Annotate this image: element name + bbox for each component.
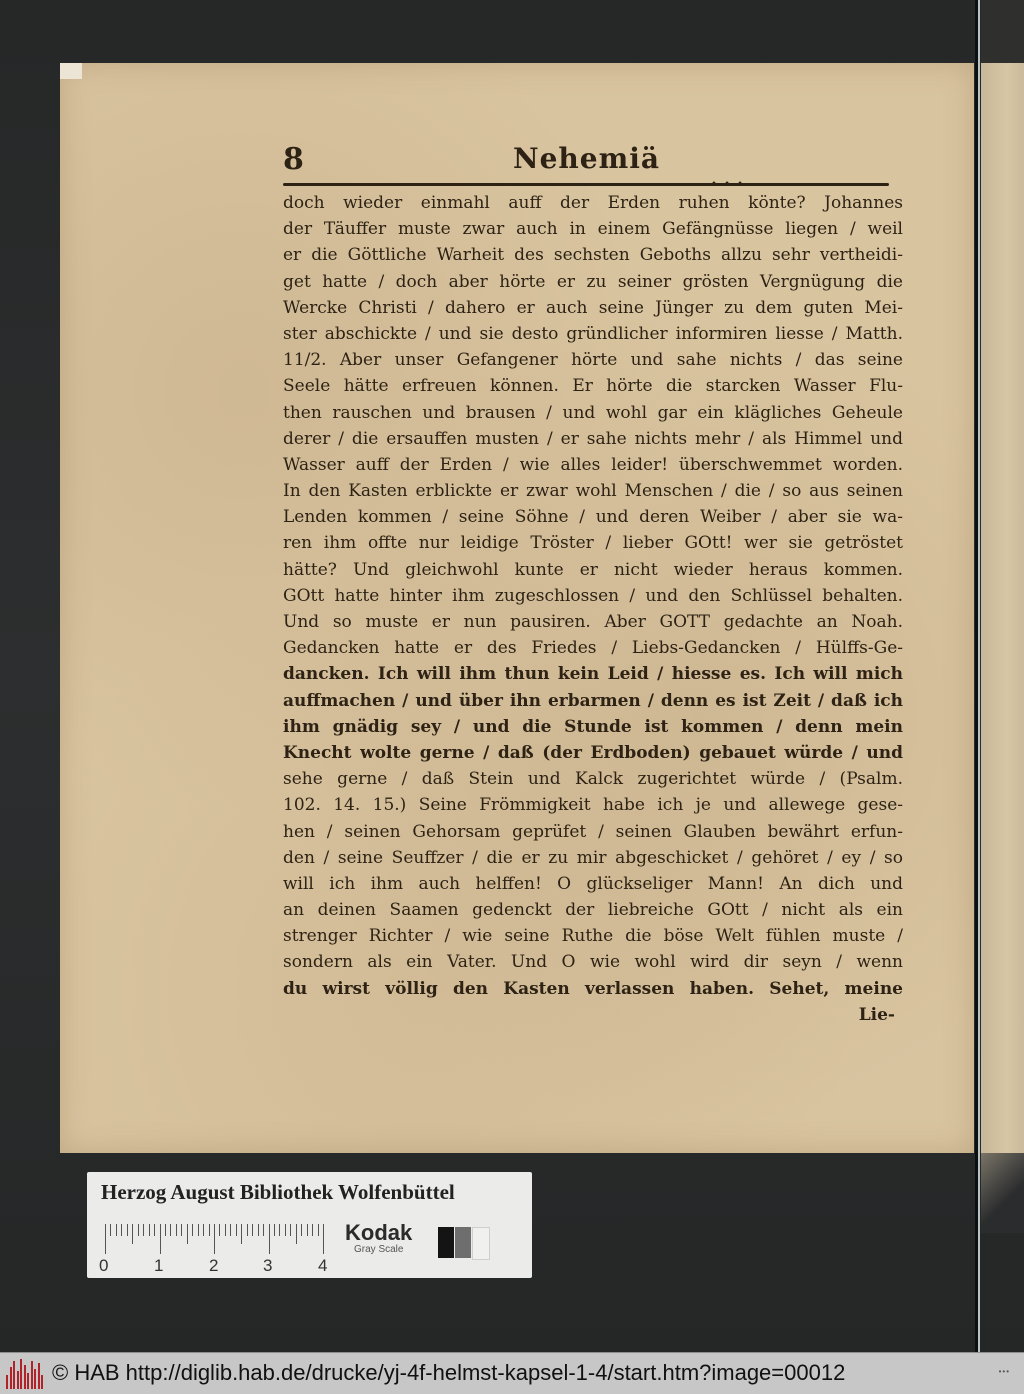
ruler-tick [127,1224,128,1236]
ruler-tick [165,1224,166,1236]
footer-bar [0,1352,1024,1394]
text-line: der Täuffer muste zwar auch in einem Gefängnüsse liegen / weil [283,219,903,240]
ruler-tick [198,1224,199,1236]
text-line: den / seine Seuffzer / die er zu mir abgeschicket / gehöret / ey / so [283,847,903,868]
ruler-tick [176,1224,177,1236]
head-ornament: • • • [711,179,746,190]
ruler-tick [301,1224,302,1236]
text-line: get hatte / doch aber hörte er zu seiner grösten Vergnügung die [283,271,903,292]
ruler-tick [274,1224,275,1236]
text-line: GOtt hatte hinter ihm zugeschlossen / und den Schlüssel behalten. [283,585,903,606]
text-line: sondern als ein Vater. Und O wie wohl wird dir seyn / wenn [283,952,903,973]
text-line: sehe gerne / daß Stein und Kalck zugerichtet würde / (Psalm. [283,769,903,790]
more-dots-icon[interactable]: ••• [998,1367,1010,1376]
ruler-label-3: 3 [263,1256,273,1275]
text-line: ren ihm offte nur leidige Tröster / lieber GOtt! wer sie getröstet [283,533,903,554]
ruler-tick [263,1224,264,1236]
black-swatch [438,1227,454,1258]
ruler-tick [192,1224,193,1236]
color-target-card [87,1172,532,1278]
text-line: hätte? Und gleichwohl kunte er nicht wieder heraus kommen. [283,559,903,580]
ruler-tick [110,1224,111,1236]
gray-swatch [455,1227,471,1258]
text-line: Wasser auff der Erden / wie alles leider! überschwemmet worden. [283,454,903,475]
ruler-tick [132,1224,133,1244]
page-text-block [283,140,903,1025]
ruler-label-4: 4 [318,1256,328,1275]
ruler-tick [279,1224,280,1236]
white-swatch [472,1227,490,1260]
ruler-tick [170,1224,171,1236]
text-line: dancken. Ich will ihm thun kein Leid / hiesse es. Ich will mich [283,664,903,685]
body-text [283,190,903,1028]
text-line: Lenden kommen / seine Söhne / und deren Weiber / aber sie wa- [283,507,903,528]
hab-logo-icon [6,1359,46,1389]
catchword: Lie- [858,1004,895,1025]
page-corner-tear [60,63,82,79]
ruler-tick [230,1224,231,1236]
ruler-tick [181,1224,182,1236]
text-line: hen / seinen Gehorsam geprüfet / seinen Glauben bewährt erfun- [283,821,903,842]
copyright-url-link[interactable]: © HAB http://diglib.hab.de/drucke/yj-4f-helmst-kapsel-1-4/start.htm?image=00012 [52,1360,846,1385]
measurement-ruler [105,1224,325,1254]
ruler-tick [154,1224,155,1236]
ruler-tick [121,1224,122,1236]
ruler-tick [252,1224,253,1236]
ruler-tick [209,1224,210,1236]
ruler-tick [116,1224,117,1236]
text-line: Gedancken hatte er des Friedes / Liebs-Gedancken / Hülffs-Ge- [283,638,903,659]
ruler-tick [290,1224,291,1236]
page-number: 8 [283,142,304,177]
ruler-tick [312,1224,313,1236]
ruler-label-1: 1 [154,1256,164,1275]
kodak-brand: Kodak [345,1220,413,1245]
text-line: will ich ihm auch helffen! O glückseliger Mann! An dich und [283,873,903,894]
text-line: Seele hätte erfreuen können. Er hörte die starcken Wasser Flu- [283,376,903,397]
ruler-tick [285,1224,286,1236]
ruler-label-2: 2 [209,1256,219,1275]
head-rule [283,183,889,186]
ruler-tick [160,1224,161,1254]
ruler-tick [307,1224,308,1236]
next-page-top-edge [981,0,1024,63]
ruler-tick [187,1224,188,1244]
text-line: Und so muste er nun pausiren. Aber GOTT gedachte an Noah. [283,612,903,632]
text-line: In den Kasten erblickte er zwar wohl Menschen / die / so aus seinen [283,481,903,502]
ruler-tick [241,1224,242,1244]
text-line: an deinen Saamen gedenckt der liebreiche GOtt / nicht als ein [283,900,903,921]
ruler-tick [105,1224,106,1254]
ruler-tick [214,1224,215,1254]
ruler-tick [296,1224,297,1244]
ruler-tick [138,1224,139,1236]
text-line: er die Göttliche Warheit des sechsten Geboths allzu sehr vertheidi- [283,245,903,266]
gutter-highlight [978,0,980,1352]
ruler-tick [318,1224,319,1236]
text-line: 11/2. Aber unser Gefangener hörte und sahe nichts / das seine [283,350,903,371]
text-line: ster abschickte / und sie desto gründlicher informiren liesse / Matth. [283,323,903,344]
text-line: then rauschen und brausen / und wohl gar ein klägliches Geheule [283,402,903,423]
text-line: 102. 14. 15.) Seine Frömmigkeit habe ich je und allewege gese- [283,795,903,816]
gray-scale-label: Gray Scale [354,1244,404,1255]
text-line: Wercke Christi / dahero er auch seine Jünger zu dem guten Mei- [283,297,903,318]
text-line: derer / die ersauffen musten / er sahe nichts mehr / als Himmel und [283,428,903,449]
text-line: Knecht wolte gerne / daß (der Erdboden) gebauet würde / und [283,742,903,763]
ruler-tick [143,1224,144,1236]
ruler-label-0: 0 [99,1256,109,1275]
facing-page-edge [981,63,1024,1153]
ruler-tick [203,1224,204,1236]
text-line: strenger Richter / wie seine Ruthe die böse Welt fühlen muste / [283,926,903,947]
running-title: Nehemiä [513,142,660,175]
ruler-tick [269,1224,270,1254]
text-line: doch wieder einmahl auff der Erden ruhen könte? Johannes [283,193,903,213]
ruler-tick [258,1224,259,1236]
facing-page-shadow [981,1153,1024,1233]
ruler-tick [323,1224,324,1254]
text-line: ihm gnädig sey / und die Stunde ist kommen / denn mein [283,716,903,737]
text-line: auffmachen / und über ihn erbarmen / denn es ist Zeit / daß ich [283,690,903,711]
text-line: du wirst völlig den Kasten verlassen haben. Sehet, meine [283,978,903,999]
library-name: Herzog August Bibliothek Wolfenbüttel [101,1180,455,1204]
ruler-tick [149,1224,150,1236]
ruler-tick [219,1224,220,1236]
running-head [283,140,903,190]
ruler-tick [247,1224,248,1236]
ruler-tick [225,1224,226,1236]
ruler-tick [236,1224,237,1236]
